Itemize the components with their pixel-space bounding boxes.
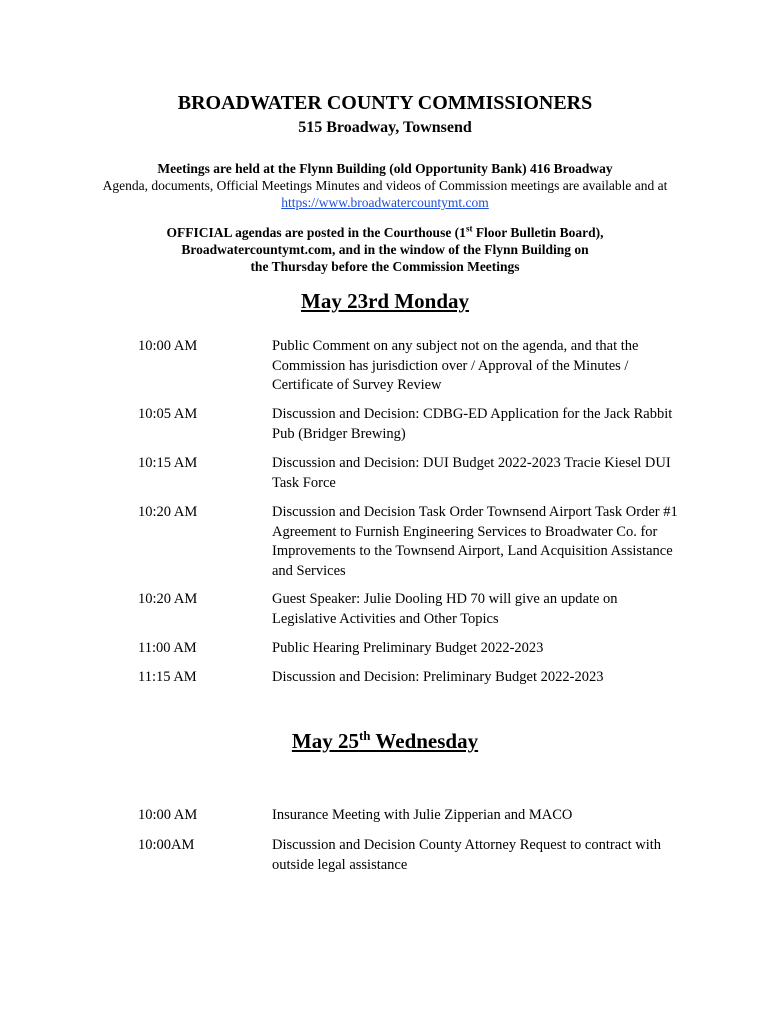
day2-heading-pre: May 25 — [291, 729, 359, 753]
agenda-desc: Public Hearing Preliminary Budget 2022-2023 — [272, 640, 544, 656]
agenda-desc: Public Comment on any subject not on the agenda, and that the Commission has jurisdiction over / Approval of the Minutes / Certificate of Survey Review — [272, 338, 639, 393]
agenda-time: 10:05 AM — [138, 406, 198, 422]
agenda-time: 11:15 AM — [138, 669, 197, 685]
day2-heading-post: Wednesday — [370, 729, 479, 753]
agenda-desc: Guest Speaker: Julie Dooling HD 70 will give an update on Legislative Activities and Other Topics — [272, 591, 618, 627]
agenda-time: 10:15 AM — [138, 455, 198, 471]
agenda-time: 10:20 AM — [138, 591, 198, 607]
official-notice — [0, 224, 770, 275]
address: 515 Broadway, Townsend — [298, 119, 472, 136]
agenda-time: 11:00 AM — [138, 640, 197, 656]
agenda-desc: Discussion and Decision: CDBG-ED Application for the Jack Rabbit Pub (Bridger Brewing) — [272, 406, 673, 442]
notice-line3: the Thursday before the Commission Meetings — [250, 259, 520, 274]
meetings-location: Meetings are held at the Flynn Building (old Opportunity Bank) 416 Broadway — [157, 161, 613, 176]
availability-text: Agenda, documents, Official Meetings Minutes and videos of Commission meetings are available and at — [102, 178, 668, 193]
notice-line1-pre: OFFICIAL agendas are posted in the Courthouse (1 — [166, 225, 466, 240]
page-title: BROADWATER COUNTY COMMISSIONERS — [177, 92, 593, 114]
day2-heading-sup: th — [358, 728, 371, 743]
day1-heading: May 23rd Monday — [301, 289, 469, 313]
agenda-time: 10:00AM — [138, 837, 195, 853]
agenda-desc: Insurance Meeting with Julie Zipperian and MACO — [272, 807, 573, 823]
notice-line2: Broadwatercountymt.com, and in the window of the Flynn Building on — [181, 242, 589, 257]
website-link[interactable]: https://www.broadwatercountymt.com — [281, 195, 489, 210]
agenda-desc: Discussion and Decision: DUI Budget 2022-2023 Tracie Kiesel DUI Task Force — [272, 455, 671, 491]
agenda-time: 10:00 AM — [138, 338, 198, 354]
agenda-time: 10:00 AM — [138, 807, 198, 823]
meeting-info — [0, 160, 770, 211]
agenda-desc: Discussion and Decision: Preliminary Budget 2022-2023 — [272, 669, 604, 685]
agenda-desc: Discussion and Decision Task Order Townsend Airport Task Order #1 Agreement to Furnish Engineering Services to Broadwater Co. for Improvements to the Townsend Airport, Land Acquisition Assistance and Services — [272, 504, 678, 579]
day2-heading — [0, 729, 770, 754]
agenda-desc: Discussion and Decision County Attorney Request to contract with outside legal assistance — [272, 837, 662, 873]
agenda-time: 10:20 AM — [138, 504, 198, 520]
notice-line1-post: Floor Bulletin Board), — [472, 225, 604, 240]
notice-line1-sup: st — [465, 223, 473, 234]
